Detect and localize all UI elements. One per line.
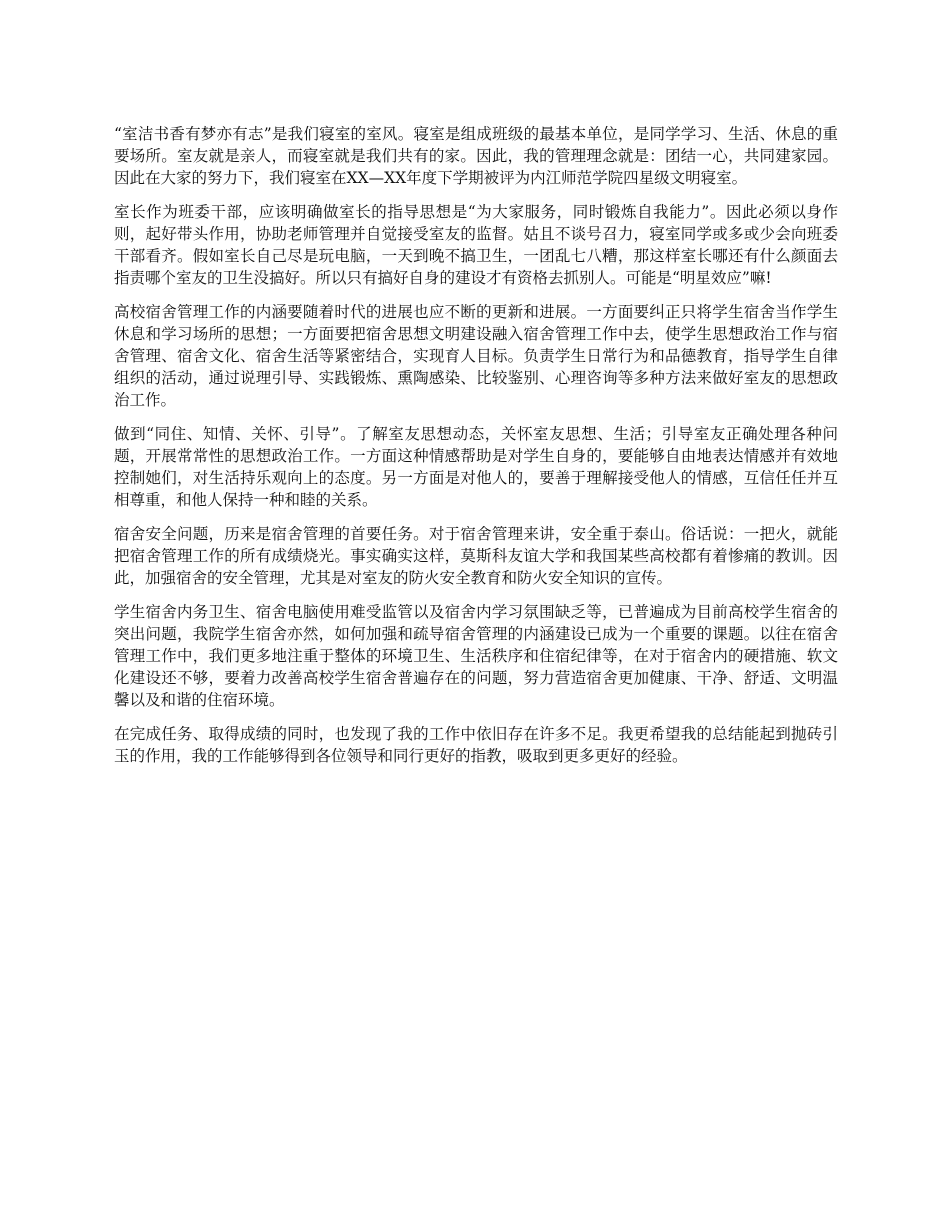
document-body bbox=[114, 123, 838, 779]
paragraph-dorm-safety: 宿舍安全问题，历来是宿舍管理的首要任务。对于宿舍管理来讲，安全重于泰山。俗话说：一把火，就能把宿舍管理工作的所有成绩烧光。事实确实这样，莫斯科友谊大学和我国某些高校都有着惨痛的教训。因此，加强宿舍的安全管理，尤其是对室友的防火安全教育和防火安全知识的宣传。 bbox=[114, 525, 838, 587]
paragraph-dorm-leader-role: 室长作为班委干部，应该明确做室长的指导思想是“为大家服务，同时锻炼自我能力”。因此必须以身作则，起好带头作用，协助老师管理并自觉接受室友的监督。姑且不谈号召力，寝室同学或多或少会向班委干部看齐。假如室长自己尽是玩电脑，一天到晚不搞卫生，一团乱七八糟，那这样室长哪还有什么颜面去指责哪个室友的卫生没搞好。所以只有搞好自身的建设才有资格去抓别人。可能是“明星效应”嘛! bbox=[114, 203, 838, 287]
paragraph-dorm-problems: 学生宿舍内务卫生、宿舍电脑使用难受监管以及宿舍内学习氛围缺乏等，已普遍成为目前高校学生宿舍的突出问题，我院学生宿舍亦然，如何加强和疏导宿舍管理的内涵建设已成为一个重要的课题。以往在宿舍管理工作中，我们更多地注重于整体的环境卫生、生活秩序和住宿纪律等，在对于宿舍内的硬措施、软文化建设还不够，要着力改善高校学生宿舍普遍存在的问题，努力营造宿舍更加健康、干净、舒适、文明温馨以及和谐的住宿环境。 bbox=[114, 603, 838, 709]
paragraph-dorm-motto: “室洁书香有梦亦有志”是我们寝室的室风。寝室是组成班级的最基本单位，是同学学习、生活、休息的重要场所。室友就是亲人，而寝室就是我们共有的家。因此，我的管理理念就是：团结一心，共同建家园。因此在大家的努力下，我们寝室在XX—XX年度下学期被评为内江师范学院四星级文明寝室。 bbox=[114, 125, 838, 187]
paragraph-conclusion: 在完成任务、取得成绩的同时，也发现了我的工作中依旧存在许多不足。我更希望我的总结能起到抛砖引玉的作用，我的工作能够得到各位领导和同行更好的指教，吸取到更多更好的经验。 bbox=[114, 725, 838, 765]
paragraph-care-and-guidance: 做到“同住、知情、关怀、引导”。了解室友思想动态，关怀室友思想、生活；引导室友正确处理各种问题，开展常常性的思想政治工作。一方面这种情感帮助是对学生自身的，要能够自由地表达情感并有效地控制她们，对生活持乐观向上的态度。另一方面是对他人的，要善于理解接受他人的情感，互信任任并互相尊重，和他人保持一种和睦的关系。 bbox=[114, 425, 838, 509]
paragraph-management-connotation: 高校宿舍管理工作的内涵要随着时代的进展也应不断的更新和进展。一方面要纠正只将学生宿舍当作学生休息和学习场所的思想；一方面要把宿舍思想文明建设融入宿舍管理工作中去，使学生思想政治工作与宿舍管理、宿舍文化、宿舍生活等紧密结合，实现育人目标。负责学生日常行为和品德教育，指导学生自律组织的活动，通过说理引导、实践锻炼、熏陶感染、比较鉴别、心理咨询等多种方法来做好室友的思想政治工作。 bbox=[114, 303, 838, 409]
